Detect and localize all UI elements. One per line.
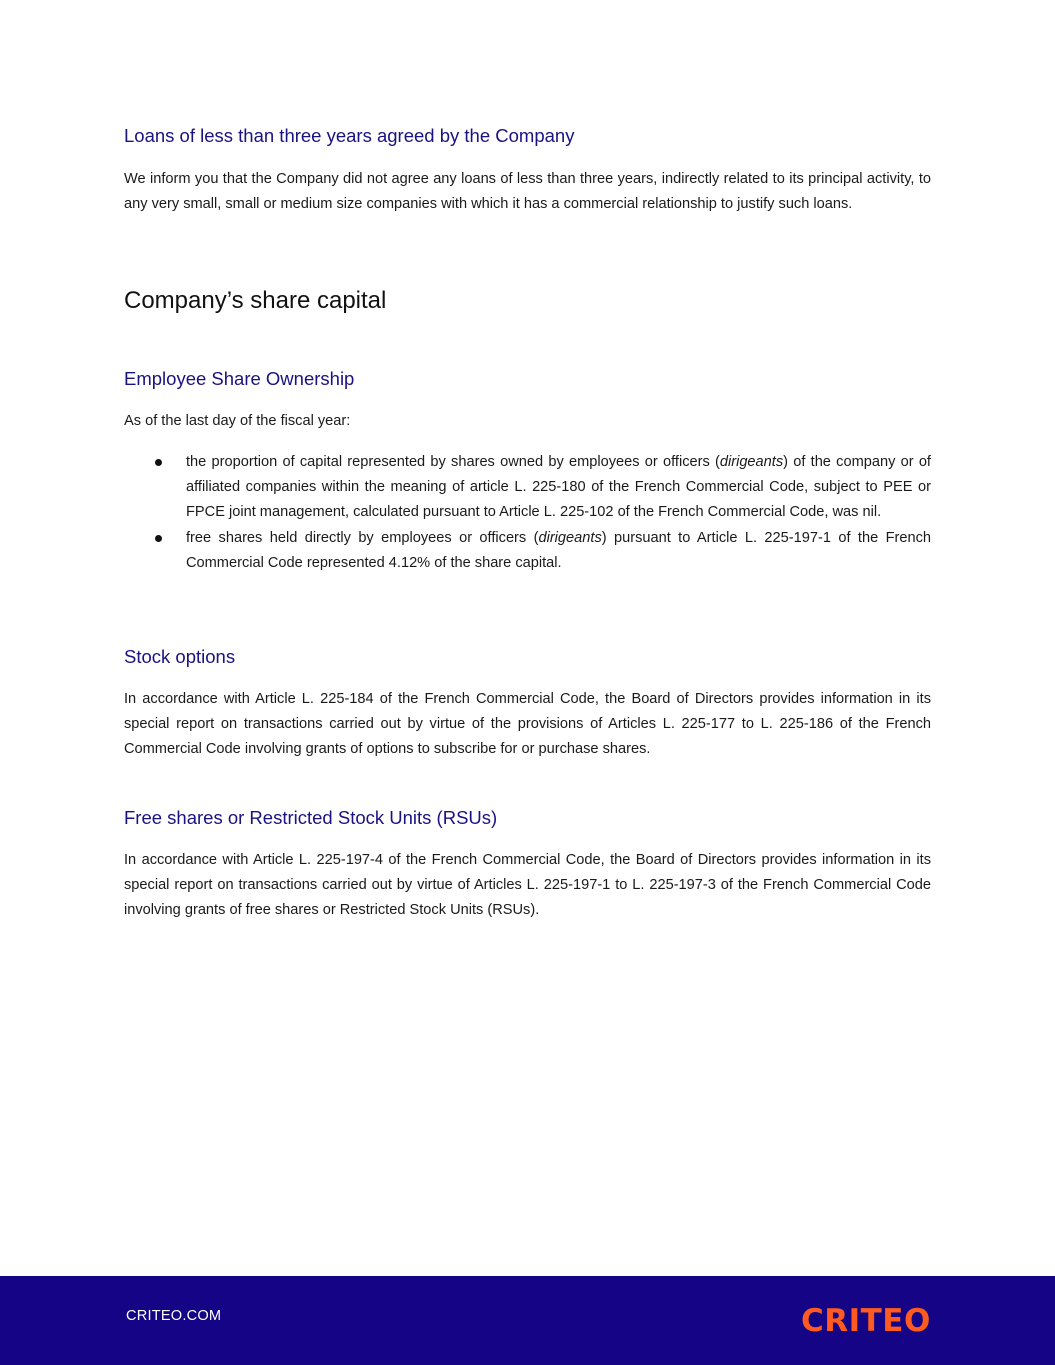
stock-options-paragraph: In accordance with Article L. 225-184 of the French Commercial Code, the Board of Directors provides information in its special report on transactions carried out by virtue of the provisions of Articles L. 225-177 to L. 225-186 of the French Commercial Code involving grants of options to subscribe for or purchase shares.: [124, 691, 931, 757]
bullet-text-after: ) pursuant to Article L. 225-197-1 of the French Commercial Code represented 4.12% of the share capital.: [186, 530, 931, 571]
page-footer: [0, 1276, 1055, 1365]
free-shares-heading: Free shares or Restricted Stock Units (RSUs): [124, 807, 498, 828]
employee-ownership-heading: Employee Share Ownership: [124, 368, 355, 389]
bullet-text-italic: dirigeants: [538, 530, 602, 546]
bullet-dot-icon: [155, 535, 162, 542]
employee-ownership-intro: As of the last day of the fiscal year:: [124, 413, 351, 429]
loans-paragraph: We inform you that the Company did not agree any loans of less than three years, indirectly related to its principal activity, to any very small, small or medium size companies with which it has a commercial relationship to justify such loans.: [124, 171, 931, 212]
footer-website-link[interactable]: CRITEO.COM: [126, 1308, 222, 1324]
list-item: [124, 450, 931, 525]
criteo-logo: CRITEO: [801, 1303, 931, 1339]
bullet-text-before: free shares held directly by employees or officers (: [186, 530, 539, 546]
free-shares-paragraph: In accordance with Article L. 225-197-4 of the French Commercial Code, the Board of Directors provides information in its special report on transactions carried out by virtue of Articles L. 225-197-1 to L. 225-197-3 of the French Commercial Code involving grants of free shares or Restricted Stock Units (RSUs).: [124, 852, 931, 918]
employee-ownership-list: [124, 450, 931, 576]
stock-options-heading: Stock options: [124, 646, 236, 667]
share-capital-heading: Company’s share capital: [124, 287, 387, 314]
list-item: [124, 526, 931, 576]
bullet-text-italic: dirigeants: [719, 454, 784, 470]
bullet-dot-icon: [155, 459, 162, 466]
bullet-text-before: the proportion of capital represented by shares owned by employees or officers (: [186, 454, 720, 470]
bullet-text-after: ) of the company or of affiliated companies within the meaning of article L. 225-180 of the French Commercial Code, subject to PEE or FPCE joint management, calculated pursuant to Article L. 225-102 of the French Commercial Code, was nil.: [186, 454, 931, 520]
loans-heading: Loans of less than three years agreed by the Company: [124, 125, 575, 146]
